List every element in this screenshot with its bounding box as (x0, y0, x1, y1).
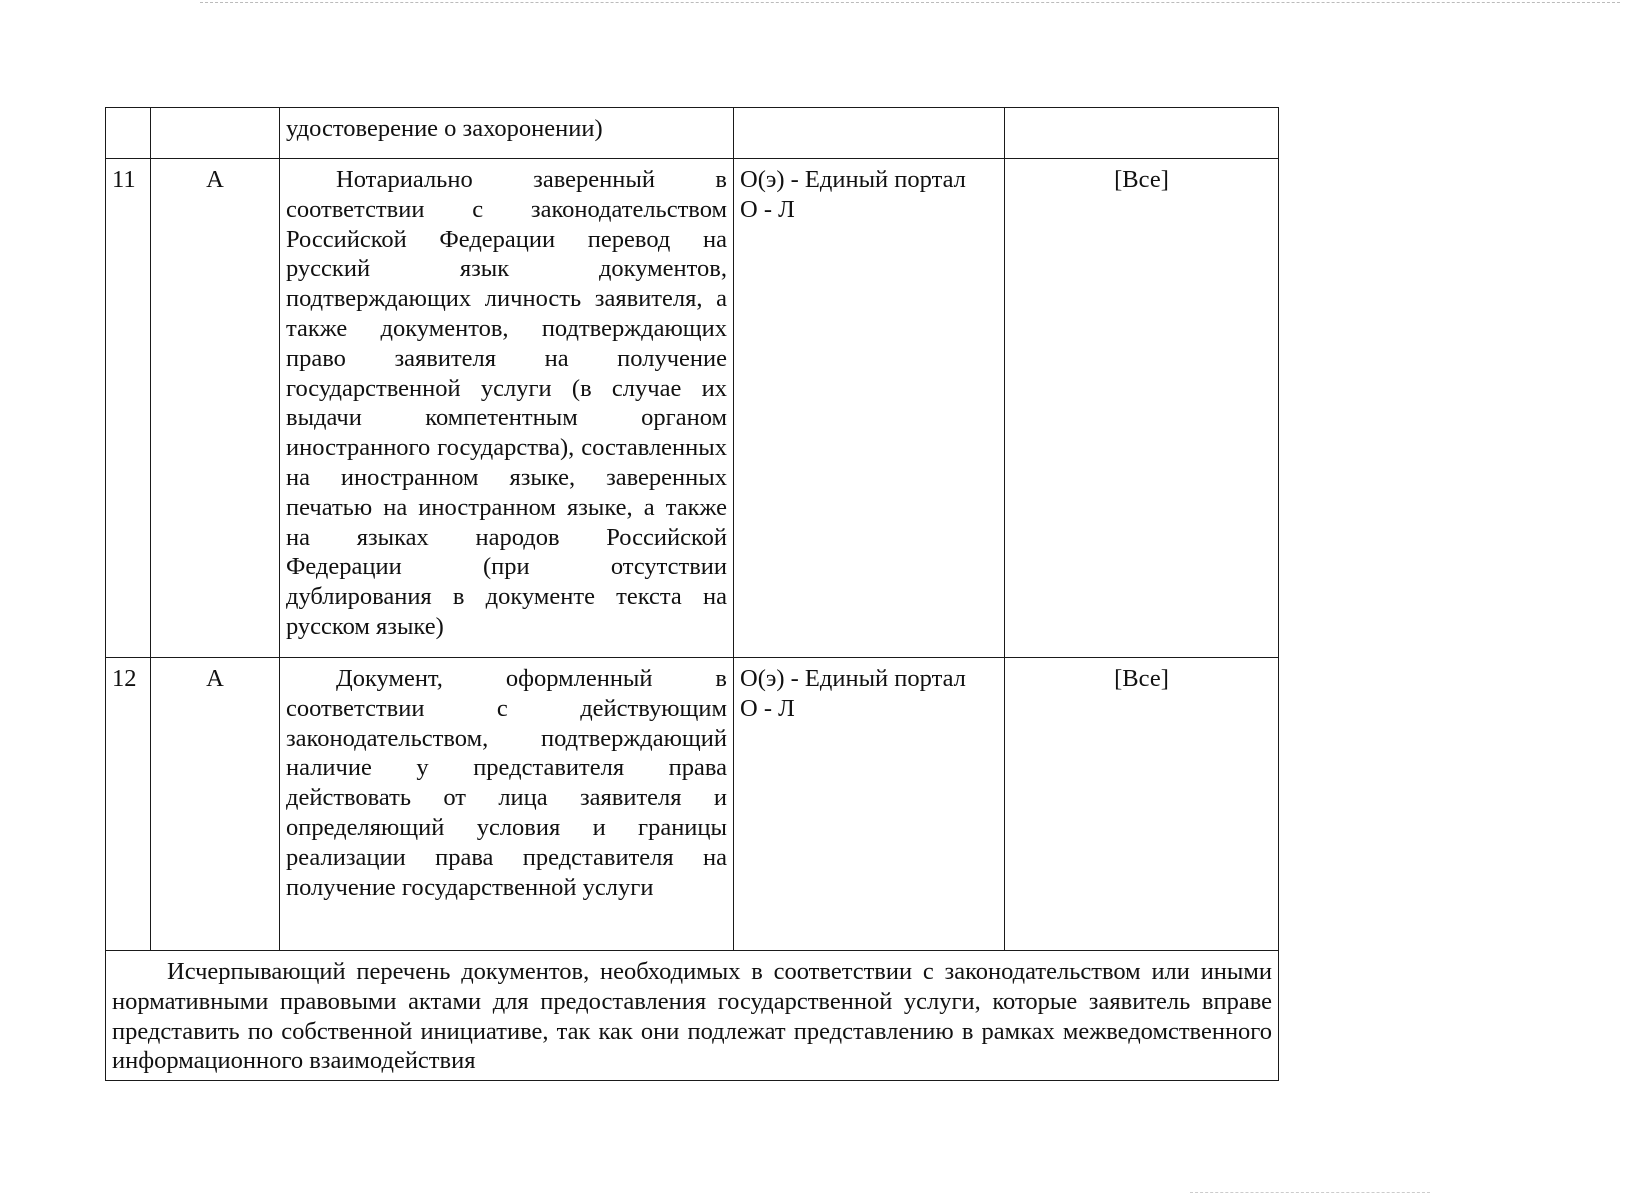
table-row-continuation (106, 108, 1279, 159)
scan-edge-line (200, 2, 1620, 3)
way-item: О(э) - Единый портал (740, 665, 966, 692)
way-item: О(э) - Единый портал (740, 166, 966, 193)
row-ways-cell (734, 108, 1005, 159)
row-description-cell: Документ, оформленный в соответствии с действующим законодательством, подтверждающий наличие у представителя права действовать от лица заявителя и определяющий условия и границы реализации права представителя на получение государственной услуги (280, 658, 734, 951)
row-number-cell: 12 (106, 658, 151, 951)
row-scope-cell (1005, 108, 1279, 159)
section-heading-text: Исчерпывающий перечень документов, необходимых в соответствии с законодательством или иными нормативными правовыми актами для предоставления государственной услуги, которые заявитель вправе представить по собственной инициативе, так как они подлежат представлению в рамках межведомственного информационного взаимодействия (106, 951, 1279, 1081)
row-description-cell: Нотариально заверенный в соответствии с законодательством Российской Федерации перевод на русский язык документов, подтверждающих личность заявителя, а также документов, подтверждающих право заявителя на получение государственной услуги (в случае их выдачи компетентным органом иностранного государства), составленных на иностранном языке, заверенных печатью на иностранном языке, а также на языках народов Российской Федерации (при отсутствии дублирования в документе текста на русском языке) (280, 159, 734, 658)
row-ways-cell (734, 159, 1005, 658)
row-category-cell (151, 108, 280, 159)
way-item: О - Л (740, 694, 795, 722)
documents-table (105, 107, 1279, 1081)
row-category-cell: А (151, 658, 280, 951)
row-description-cell: удостоверение о захоронении) (280, 108, 734, 159)
scan-edge-line-bottom (1190, 1192, 1430, 1193)
way-item: О - Л (740, 195, 795, 223)
row-scope-cell: [Все] (1005, 159, 1279, 658)
table-row (106, 658, 1279, 951)
table-row (106, 159, 1279, 658)
row-number-cell: 11 (106, 159, 151, 658)
table-footer-row (106, 951, 1279, 1081)
row-scope-cell: [Все] (1005, 658, 1279, 951)
row-ways-cell (734, 658, 1005, 951)
row-number-cell (106, 108, 151, 159)
row-category-cell: А (151, 159, 280, 658)
